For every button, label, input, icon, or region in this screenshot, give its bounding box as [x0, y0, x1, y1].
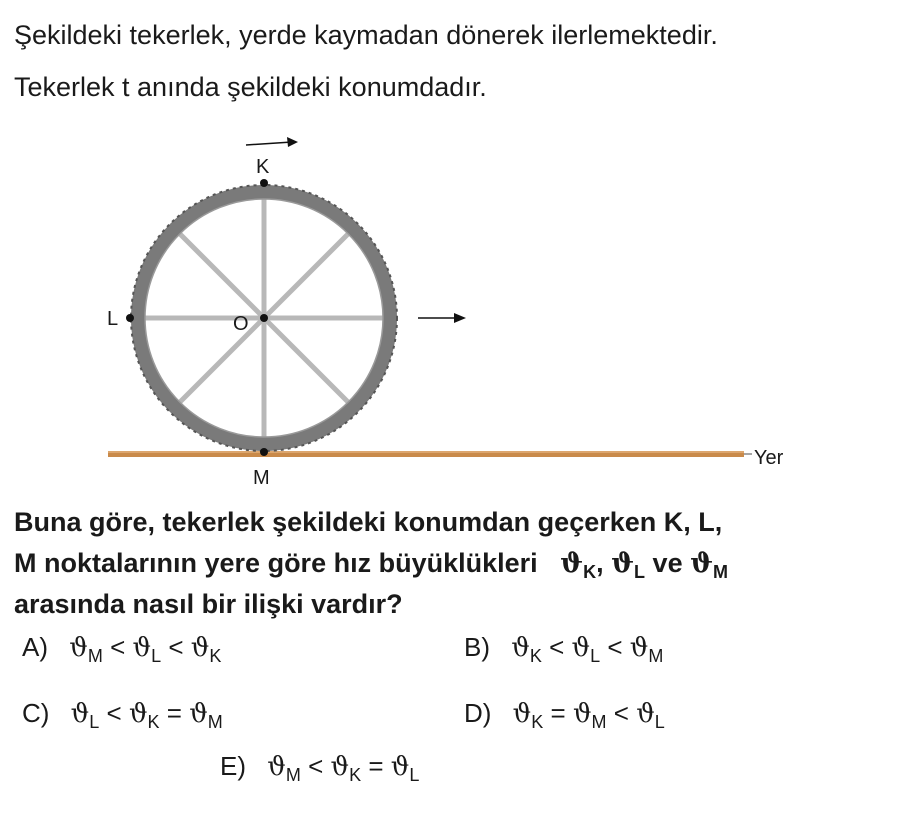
- velocity-symbol-m: ϑ: [690, 548, 714, 579]
- option-a-label: A): [22, 632, 48, 662]
- option-c-sub-2: K: [147, 712, 160, 732]
- option-d-op-2: <: [613, 698, 629, 728]
- label-k: K: [256, 156, 270, 178]
- option-d-symbol-2: ϑ: [572, 699, 592, 729]
- question-line-2: [14, 548, 729, 582]
- label-o: O: [233, 313, 249, 335]
- option-c-symbol-1: ϑ: [70, 699, 90, 729]
- option-c-label: C): [22, 698, 50, 728]
- option-c-op-1: <: [106, 698, 122, 728]
- top-arrow-icon: [246, 137, 298, 147]
- option-b-sub-1: K: [529, 646, 542, 666]
- option-a[interactable]: [22, 632, 222, 666]
- option-e-label: E): [220, 751, 246, 781]
- option-b-label: B): [464, 632, 490, 662]
- option-c[interactable]: [22, 698, 223, 732]
- option-e-op-1: <: [308, 751, 324, 781]
- motion-arrow-icon: [418, 313, 466, 323]
- subscript-k: K: [583, 562, 597, 582]
- option-a-sub-1: M: [87, 646, 103, 666]
- option-a-op-2: <: [168, 632, 184, 662]
- intro-line-1: Şekildeki tekerlek, yerde kaymadan dönerek ilerlemektedir.: [14, 20, 718, 50]
- point-o: [260, 314, 268, 322]
- option-a-symbol-2: ϑ: [132, 633, 152, 663]
- option-d-label: D): [464, 698, 492, 728]
- option-a-symbol-1: ϑ: [69, 633, 88, 663]
- option-b-symbol-1: ϑ: [511, 633, 530, 663]
- point-l: [126, 314, 134, 322]
- option-e-symbol-2: ϑ: [330, 752, 350, 782]
- intro-line-2: Tekerlek t anında şekildeki konumdadır.: [14, 72, 487, 102]
- option-b-symbol-2: ϑ: [571, 633, 591, 663]
- option-e-op-2: =: [368, 751, 384, 781]
- option-b-symbol-3: ϑ: [629, 633, 649, 663]
- option-d-symbol-3: ϑ: [636, 699, 655, 729]
- label-l: L: [107, 308, 119, 330]
- question-line-3: arasında nasıl bir ilişki vardır?: [14, 589, 403, 619]
- option-d-sub-1: K: [531, 712, 544, 732]
- point-k: [260, 179, 268, 187]
- velocity-symbol-l: ϑ: [611, 548, 635, 579]
- subscript-l: L: [634, 562, 646, 582]
- option-c-symbol-3: ϑ: [189, 699, 208, 729]
- option-b-op-2: <: [607, 632, 623, 662]
- question-line-2-prefix: M noktalarının yere göre hız büyüklükleri: [14, 548, 538, 578]
- option-e-symbol-3: ϑ: [390, 752, 410, 782]
- option-d-op-1: =: [550, 698, 566, 728]
- option-a-sub-3: K: [209, 646, 222, 666]
- option-a-symbol-3: ϑ: [190, 633, 210, 663]
- option-e-symbol-1: ϑ: [267, 752, 286, 782]
- subscript-m: M: [713, 562, 729, 582]
- option-d-sub-3: L: [654, 712, 665, 732]
- option-b-sub-3: M: [648, 646, 664, 666]
- option-d-sub-2: M: [591, 712, 607, 732]
- option-d[interactable]: [464, 698, 665, 732]
- option-b[interactable]: [464, 632, 664, 666]
- option-c-sub-1: L: [89, 712, 100, 732]
- option-c-op-2: =: [166, 698, 182, 728]
- question-line-1: Buna göre, tekerlek şekildeki konumdan geçerken K, L,: [14, 507, 723, 537]
- point-m: [260, 448, 268, 456]
- velocity-symbol-k: ϑ: [560, 548, 584, 579]
- option-c-sub-3: M: [207, 712, 223, 732]
- option-e-sub-3: L: [409, 765, 420, 785]
- label-m: M: [253, 467, 270, 489]
- option-a-sub-2: L: [151, 646, 162, 666]
- option-b-op-1: <: [549, 632, 565, 662]
- ground-label: Yer: [754, 447, 784, 469]
- option-d-symbol-1: ϑ: [512, 699, 532, 729]
- question-and: ve: [652, 548, 683, 578]
- question-separator: ,: [596, 548, 604, 578]
- option-b-sub-2: L: [590, 646, 601, 666]
- option-e-sub-1: M: [285, 765, 301, 785]
- option-a-op-1: <: [110, 632, 126, 662]
- option-e[interactable]: [220, 751, 420, 785]
- option-e-sub-2: K: [349, 765, 362, 785]
- option-c-symbol-2: ϑ: [128, 699, 148, 729]
